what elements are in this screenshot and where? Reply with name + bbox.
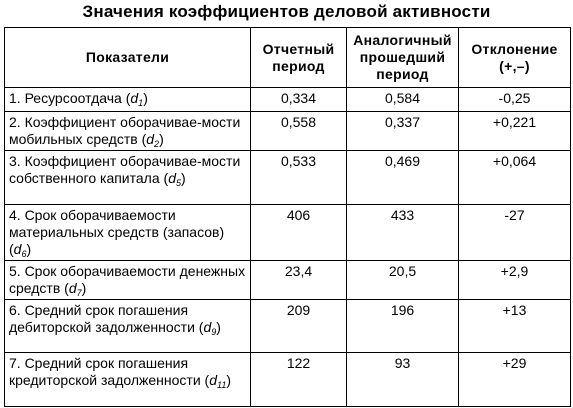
current-value: 0,533 [251, 151, 347, 205]
indicator-name: 2. Коэффициент оборачивае-мости мобильных средств $(d_2)$ [5, 112, 251, 151]
current-value: 23,4 [251, 261, 347, 300]
current-value: 122 [251, 353, 347, 407]
header-deviation: Отклонение (+,–) [459, 28, 571, 88]
indicator-name: 1. Ресурсоотдача $(d_1)$ [5, 88, 251, 112]
header-indicator: Показатели [5, 28, 251, 88]
previous-value: 0,584 [347, 88, 459, 112]
indicator-name: 3. Коэффициент оборачивае-мости собственного капитала $(d_5)$ [5, 151, 251, 205]
table-row [5, 300, 571, 353]
deviation-value: +29 [459, 353, 571, 407]
current-value: 406 [251, 205, 347, 261]
table-row [5, 261, 571, 300]
page-title: Значения коэффициентов деловой активности [82, 2, 491, 21]
current-value: 0,334 [251, 88, 347, 112]
deviation-value: +13 [459, 300, 571, 353]
deviation-value: -0,25 [459, 88, 571, 112]
table-row [5, 353, 571, 407]
deviation-value: +2,9 [459, 261, 571, 300]
current-value: 209 [251, 300, 347, 353]
previous-value: 20,5 [347, 261, 459, 300]
previous-value: 0,337 [347, 112, 459, 151]
indicator-name: 4. Срок оборачиваемости материальных средств (запасов) $(d_6)$ [5, 205, 251, 261]
deviation-value: +0,221 [459, 112, 571, 151]
previous-value: 196 [347, 300, 459, 353]
previous-value: 433 [347, 205, 459, 261]
table-row [5, 205, 571, 261]
current-value: 0,558 [251, 112, 347, 151]
header-previous-period: Аналогичный прошедший период [347, 28, 459, 88]
deviation-value: -27 [459, 205, 571, 261]
previous-value: 93 [347, 353, 459, 407]
table-row [5, 151, 571, 205]
table-row [5, 112, 571, 151]
indicator-name: 5. Срок оборачиваемости денежных средств $(d_7)$ [5, 261, 251, 300]
deviation-value: +0,064 [459, 151, 571, 205]
table-row [5, 88, 571, 112]
activity-ratios-table [4, 27, 571, 407]
indicator-name: 7. Средний срок погашения кредиторской задолженности $(d_{11})$ [5, 353, 251, 407]
header-current-period: Отчетный период [251, 28, 347, 88]
indicator-name: 6. Средний срок погашения дебиторской задолженности $(d_9)$ [5, 300, 251, 353]
previous-value: 0,469 [347, 151, 459, 205]
table-header-row [5, 28, 571, 88]
